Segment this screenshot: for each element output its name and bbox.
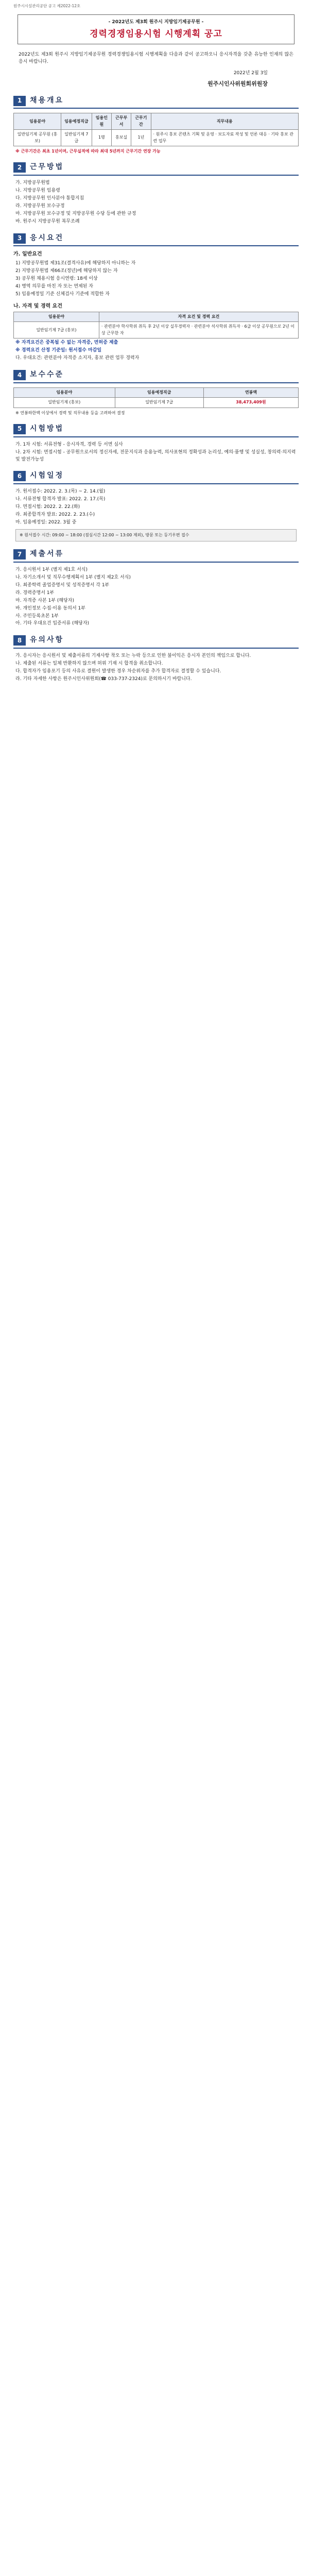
table-row [14,130,299,146]
section-5-list [15,442,297,464]
table-header: 임용예정직급 [61,113,92,130]
section-7-title: 제출서류 [30,550,64,558]
table-cell: 일반임기제 공무원 (홍보) [14,130,61,146]
section-7-list [15,567,297,628]
section-1-number: 1 [13,96,26,106]
recruitment-table [13,113,299,146]
section-2-header [13,162,299,176]
section-6-number: 6 [13,471,26,481]
section-5-title: 시험방법 [30,424,64,433]
section-1-header [13,95,299,109]
list-item: 나. 제출된 서류는 일체 반환하지 않으며 허위 기재 시 합격을 취소합니다. [15,661,163,667]
table-cell: 1년 [131,130,151,146]
section-3-subhead-ga: 가. 일반요건 [13,251,42,258]
list-item: 가. 지방공무원법 [15,180,50,186]
section-4-header [13,369,299,383]
list-item: 가. 응시자는 응시원서 및 제출서류의 기재사항 착오 또는 누락 등으로 인한 불이익은 응시자 본인의 책임으로 합니다. [15,653,251,659]
list-item: 다. 합격자가 임용포기 등의 사유로 결원이 발생한 경우 차순위자를 추가 합격자로 결정할 수 있습니다. [15,668,221,674]
list-item: 다. 우대요건: 관련분야 자격증 소지자, 홍보 관련 업무 경력자 [15,355,140,361]
list-item: 3) 공무원 채용시험 응시연령: 18세 이상 [15,276,98,281]
list-item: ※ 경력요건 산정 기준일: 원서접수 마감일 [15,348,102,353]
title-subtitle: - 2022년도 제3회 원주시 지방임기제공무원 - [108,19,204,25]
section-1-note: ※ 근무기간은 최초 1년이며, 근무실적에 따라 최대 5년까지 근무기간 연장 가능 [15,149,161,154]
list-item: 나. 서류전형 합격자 발표: 2022. 2. 17.(목) [15,497,106,502]
section-7-number: 7 [13,549,26,560]
section-3-header [13,233,299,247]
list-item: 라. 최종합격자 발표: 2022. 2. 23.(수) [15,512,95,517]
file-name: 원주시시설관리공단 공고 제2022-12호 [13,4,81,8]
list-item: 나. 자기소개서 및 직무수행계획서 1부 (별지 제2호 서식) [15,574,131,580]
section-4-title: 보수수준 [30,370,64,379]
list-item: 가. 원서접수: 2022. 2. 3.(목) ~ 2. 14.(월) [15,489,106,495]
section-4-number: 4 [13,370,26,380]
table-cell: 홍보실 [112,130,131,146]
list-item: 나. 2차 시험: 면접시험 - 공무원으로서의 정신자세, 전문지식과 응용능력, 의사표현의 정확성과 논리성, 예의·품행 및 성실성, 창의력·의지력 및 발전가능성 [15,449,296,462]
section-6-list [15,488,297,527]
list-item: 4) 병역 의무를 마친 자 또는 면제된 자 [15,283,93,289]
list-item: 마. 지방공무원 보수규정 및 지방공무원 수당 등에 관한 규정 [15,211,136,216]
table-cell: 일반임기제 7급 (홍보) [14,322,99,338]
list-item: 마. 임용예정일: 2022. 3월 중 [15,519,77,525]
section-3-subhead-na: 나. 자격 및 경력 요건 [13,303,63,309]
section-3-number: 3 [13,233,26,244]
list-item: 1) 지방공무원법 제31조(결격사유)에 해당하지 아니하는 자 [15,260,136,266]
section-5-header [13,423,299,437]
table-cell: 38,473,409원 [203,398,298,408]
salary-table [13,387,299,408]
section-2-list [15,180,297,226]
section-2-title: 근무방법 [30,163,64,172]
title-box [18,14,294,44]
list-item: 다. 최종학력 졸업증명서 및 성적증명서 각 1부 [15,582,110,588]
table-cell: 일반임기제 7급 [115,398,203,408]
table-header: 자격 요건 및 경력 요건 [99,312,298,322]
section-3-notes [15,340,297,362]
table-cell: 1명 [92,130,111,146]
list-item: 다. 면접시험: 2022. 2. 22.(화) [15,504,80,510]
section-1-title: 채용개요 [30,96,64,105]
table-header: 근무부서 [112,113,131,130]
table-header: 직무내용 [151,113,298,130]
list-item: 2) 지방공무원법 제66조(정년)에 해당하지 않는 자 [15,268,118,274]
table-header: 임용예정직급 [115,387,203,397]
list-item: 바. 개인정보 수집·이용 동의서 1부 [15,605,85,611]
intro-text: 2022년도 제3회 원주시 지방임기제공무원 경력경쟁임용시험 시행계획을 다음과 같이 공고하오니 응시자격을 갖춘 유능한 인재의 많은 응시 바랍니다. [19,52,293,64]
section-8-number: 8 [13,635,26,646]
issuer-org: 원주시인사위원회위원장 [207,80,268,87]
list-item: 라. 경력증명서 1부 [15,590,55,596]
announcement-date: 2022년 2월 3일 [233,70,268,76]
table-row [14,398,299,408]
table-header: 임용분야 [14,387,115,397]
list-item: 라. 기타 자세한 사항은 원주시인사위원회(☎ 033-737-2324)로 문의하시기 바랍니다. [15,676,192,682]
list-item: 가. 응시원서 1부 (별지 제1호 서식) [15,567,88,572]
section-6-header [13,470,299,484]
table-cell: · 관련분야 학사학위 취득 후 2년 이상 실무경력자 · 관련분야 석사학위 취득자 · 6급 이상 공무원으로 2년 이상 근무한 자 [99,322,298,338]
table-cell: 일반임기제 7급 [61,130,92,146]
list-item: 다. 지방공무원 인사분야 통합지침 [15,195,84,201]
section-2-number: 2 [13,162,26,173]
section-3-general-list [15,260,297,298]
table-row [14,322,299,338]
list-item: 아. 기타 우대요건 입증서류 (해당자) [15,621,90,626]
list-item: 사. 주민등록초본 1부 [15,613,59,619]
table-header: 임용분야 [14,113,61,130]
list-item: 5) 임용예정일 기준 신체검사 기준에 적합한 자 [15,291,110,297]
section-7-header [13,549,299,563]
table-cell: 일반임기제 (홍보) [14,398,115,408]
list-item: 마. 자격증 사본 1부 (해당자) [15,598,74,603]
section-8-list [15,653,297,683]
section-8-title: 유의사항 [30,636,64,645]
list-item: 나. 지방공무원 임용령 [15,188,60,194]
section-8-header [13,635,299,649]
list-item: 가. 1차 시험: 서류전형 - 응시자격, 경력 등 서면 심사 [15,442,123,447]
table-cell: · 원주시 홍보 콘텐츠 기획 및 운영 · 보도자료 작성 및 언론 대응 · 기타 홍보 관련 업무 [151,130,298,146]
section-3-title: 응시요건 [30,233,64,242]
list-item: 라. 지방공무원 보수규정 [15,203,65,209]
page-title: 경력경쟁임용시험 시행계획 공고 [90,28,222,39]
table-header: 연봉액 [203,387,298,397]
list-item: ※ 자격요건은 중복될 수 없는 자격증, 면허증 제출 [15,340,118,346]
list-item: 바. 원주시 지방공무원 복무조례 [15,218,80,224]
schedule-note-box: ※ 원서접수 시간: 09:00 ~ 18:00 (점심시간 12:00 ~ 13:00 제외), 방문 또는 등기우편 접수 [15,529,297,541]
section-4-note: ※ 연봉하한액 이상에서 경력 및 직무내용 등을 고려하여 결정 [15,410,125,415]
qualification-table [13,312,299,338]
section-5-number: 5 [13,424,26,434]
table-header: 근무기간 [131,113,151,130]
section-6-title: 시험일정 [30,471,64,480]
table-header: 임용인원 [92,113,111,130]
table-header: 임용분야 [14,312,99,322]
